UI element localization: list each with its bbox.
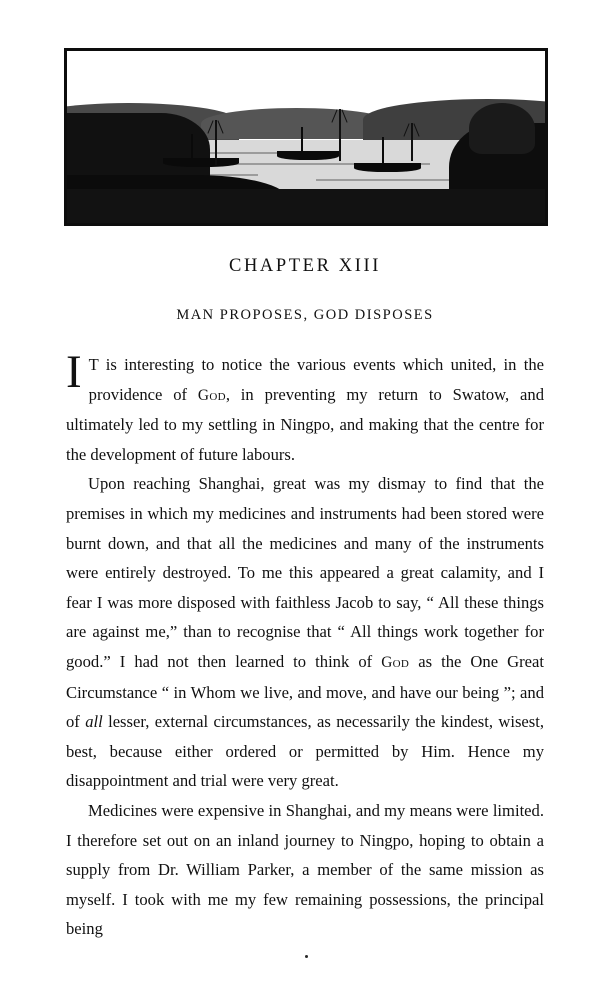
illustration-tree-3 — [411, 123, 413, 161]
page-footer-mark — [305, 955, 308, 958]
paragraph-1-text-b: , in preventing my return to Swatow, and ultimately led to my settling in Ningpo, and making that the centre for the development of future labours. — [66, 384, 544, 464]
paragraph-1 — [66, 346, 544, 469]
illustration-right-foliage — [469, 103, 536, 155]
illustration-boat-1 — [163, 158, 239, 167]
paragraph-2-italic-all: all — [85, 712, 103, 732]
paragraph-2-smallcaps-god: God — [381, 653, 410, 671]
paragraph-2 — [66, 469, 544, 796]
chapter-heading: CHAPTER XIII — [229, 256, 381, 276]
paragraph-2-text-c: lesser, external circumstances, as necessarily the kindest, wisest, best, because either ordered or permitted by Him. Hence my disappointment and trial were very great. — [66, 712, 544, 791]
illustration-foreground-strip — [67, 189, 545, 223]
illustration-mast-2 — [301, 127, 303, 156]
paragraph-1-smallcaps-god: God — [197, 386, 226, 404]
paragraph-1-text-a: is interesting to notice the various events which united, in the providence of — [88, 355, 544, 404]
margin-scuff-mark — [6, 117, 23, 138]
illustration-artwork — [67, 51, 545, 223]
paragraph-2-text-a: Upon reaching Shanghai, great was my dismay to find that the premises in which my medicines and instruments had been stored were burnt down, and that all the medicines and many of the instruments were entirely destroyed. To me this appeared a great calamity, and I fear I was more disposed with faithless Jacob to say, “ All these things are against me,” than to recognise that “ All things work together for good.” I had not then learned to think of — [66, 474, 544, 671]
illustration-tree-1 — [215, 120, 217, 165]
paragraph-2-text-b: as the One Great Circumstance “ in Whom we live, and move, and have our being ”; and of — [66, 651, 544, 732]
illustration-boat-3 — [354, 163, 421, 172]
illustration-tree-2 — [339, 109, 341, 161]
text-column — [66, 256, 544, 944]
chapter-subtitle: MAN PROPOSES, GOD DISPOSES — [176, 307, 434, 323]
paragraph-3: Medicines were expensive in Shanghai, and my means were limited. I therefore set out on an inland journey to Ningpo, hoping to obtain a supply from Dr. William Parker, a member of the same mission as myself. I took with me my few remaining possessions, the principal being — [66, 800, 544, 939]
illustration-boat-2 — [277, 151, 339, 160]
chapter-illustration — [64, 48, 548, 226]
drop-cap-letter: I — [66, 346, 82, 398]
illustration-mast-1 — [191, 134, 193, 162]
illustration-mast-3 — [382, 137, 384, 165]
paragraph-1-lead: T — [88, 355, 99, 374]
